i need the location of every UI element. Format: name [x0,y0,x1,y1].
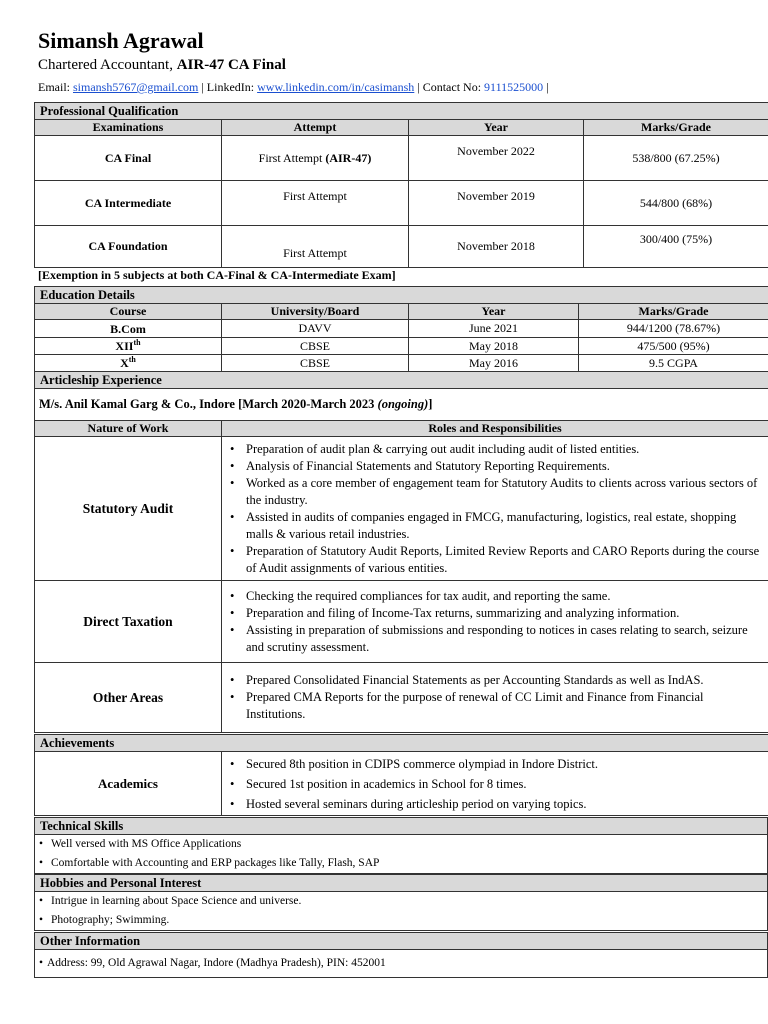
list-item: • Address: 99, Old Agrawal Nagar, Indore (Madhya Pradesh), PIN: 452001 [37,954,765,973]
column-header: Examinations [35,120,222,136]
other-info-table [34,932,768,978]
marks-cell: 538/800 (67.25%) [584,136,768,181]
professional-table [34,102,768,268]
year-cell: November 2019 [409,181,584,226]
linkedin-label: | LinkedIn: [198,80,258,94]
table-row [35,581,768,663]
exam-cell: CA Intermediate [35,181,222,226]
table-row [35,355,768,372]
column-header: Attempt [222,120,409,136]
professional-qualification-section [34,102,768,268]
skills-table [34,817,768,874]
other-info-cell [35,950,768,978]
table-header-row [35,421,768,437]
articleship-section [34,371,768,733]
contact-tail: | [543,80,549,94]
list-item: • Photography; Swimming. [37,911,765,930]
exam-cell: CA Foundation [35,226,222,268]
column-header: Marks/Grade [579,304,768,320]
column-header: Year [409,120,584,136]
list-item: • Prepared CMA Reports for the purpose of renewal of CC Limit and Finance from Financial Institutions. [226,689,764,723]
table-row [35,663,768,733]
exemption-note: [Exemption in 5 subjects at both CA-Final & CA-Intermediate Exam] [38,268,396,282]
year-cell: June 2021 [409,320,579,338]
column-header: Course [35,304,222,320]
work-area-cell: Statutory Audit [35,437,222,581]
table-row [35,320,768,338]
column-header: Roles and Responsibilities [222,421,768,437]
responsibilities-cell [222,581,768,663]
attempt-cell [222,136,409,181]
list-item: • Prepared Consolidated Financial Statements as per Accounting Standards as well as IndAS. [226,672,764,689]
phone-number[interactable]: 9111525000 [484,80,544,94]
table-row [35,835,768,874]
course-sup: th [128,355,136,364]
responsibilities-cell [222,663,768,733]
table-row [35,181,768,226]
section-title: Other Information [35,933,768,950]
list-item: • Preparation and filing of Income-Tax returns, summarizing and analyzing information. [226,605,764,622]
column-header: University/Board [222,304,409,320]
list-item: • Secured 8th position in CDIPS commerce olympiad in Indore District. [226,754,764,774]
hobbies-section [34,874,768,931]
candidate-title [38,57,286,74]
course-cell [35,355,222,372]
achievements-list [226,754,764,814]
year-cell: May 2016 [409,355,579,372]
list-item: • Intrigue in learning about Space Science and universe. [37,892,765,911]
marks-cell: 544/800 (68%) [584,181,768,226]
section-title: Technical Skills [35,818,768,835]
email-link[interactable]: simansh5767@gmail.com [73,80,199,94]
list-item: • Comfortable with Accounting and ERP packages like Tally, Flash, SAP [37,854,765,873]
achievements-cell [222,752,768,816]
contact-label: | Contact No: [414,80,485,94]
marks-cell: 475/500 (95%) [579,338,768,355]
title-rank: AIR-47 CA Final [176,57,286,73]
board-cell: CBSE [222,338,409,355]
candidate-name: Simansh Agrawal [38,28,204,53]
achievements-section [34,734,768,816]
course-text: X [120,356,129,370]
hobbies-cell [35,892,768,931]
year-cell: November 2022 [409,136,584,181]
hobbies-list [37,892,765,930]
table-row [35,136,768,181]
attempt-text: First Attempt [258,150,326,165]
board-cell: DAVV [222,320,409,338]
work-area-cell: Other Areas [35,663,222,733]
education-table [34,286,768,372]
list-item: • Worked as a core member of engagement team for Statutory Audits to clients across various sectors of the industry. [226,475,764,509]
column-header: Nature of Work [35,421,222,437]
section-title: Articleship Experience [35,372,768,389]
hobbies-table [34,874,768,931]
attempt-cell: First Attempt [222,226,409,268]
course-sup: th [133,338,141,347]
achievements-table [34,734,768,816]
marks-cell: 300/400 (75%) [584,226,768,268]
year-cell: November 2018 [409,226,584,268]
work-area-cell: Direct Taxation [35,581,222,663]
table-row [35,338,768,355]
course-cell [35,338,222,355]
course-cell [35,320,222,338]
title-prefix: Chartered Accountant, [38,57,177,73]
education-section [34,286,768,372]
board-cell: CBSE [222,355,409,372]
firm-status: (ongoing) [377,397,429,411]
course-text: B.Com [110,322,146,336]
list-item: • Hosted several seminars during articleship period on varying topics. [226,794,764,814]
list-item: • Assisted in audits of companies engaged in FMCG, manufacturing, logistics, real estate, shopping malls & various retail industries. [226,509,764,543]
list-item: • Checking the required compliances for tax audit, and reporting the same. [226,588,764,605]
marks-cell: 9.5 CGPA [579,355,768,372]
responsibilities-list [226,441,764,577]
contact-line [38,80,549,95]
list-item: • Preparation of Statutory Audit Reports, Limited Review Reports and CARO Reports during the course of Audit assignments of various entities. [226,543,764,577]
articleship-table [34,371,768,733]
section-title: Hobbies and Personal Interest [35,875,768,892]
firm-cell [35,389,768,421]
section-title: Professional Qualification [35,103,768,120]
other-info-list [37,954,765,973]
skills-list [37,835,765,873]
column-header: Year [409,304,579,320]
table-row [35,950,768,978]
responsibilities-list [226,672,764,723]
column-header: Marks/Grade [584,120,768,136]
section-title: Achievements [35,735,768,752]
list-item: • Analysis of Financial Statements and Statutory Reporting Requirements. [226,458,764,475]
firm-end: ] [428,397,433,411]
linkedin-link[interactable]: www.linkedin.com/in/casimansh [257,80,415,94]
firm-row [35,389,768,421]
list-item: • Well versed with MS Office Applications [37,835,765,854]
list-item: • Assisting in preparation of submissions and responding to notices in cases relating to search, seizure and scrutiny assessment. [226,622,764,656]
marks-cell: 944/1200 (78.67%) [579,320,768,338]
table-row [35,892,768,931]
table-header-row [35,304,768,320]
firm-name: M/s. Anil Kamal Garg & Co., Indore [March 2020-March 2023 [39,397,378,411]
table-header-row [35,120,768,136]
section-title: Education Details [35,287,768,304]
skills-section [34,817,768,874]
exam-cell: CA Final [35,136,222,181]
email-label: Email: [38,80,73,94]
course-text: XII [115,339,134,353]
table-row [35,226,768,268]
skills-cell [35,835,768,874]
table-row [35,437,768,581]
attempt-rank: (AIR-47) [325,150,372,165]
responsibilities-cell [222,437,768,581]
year-cell: May 2018 [409,338,579,355]
attempt-cell: First Attempt [222,181,409,226]
other-info-section [34,932,768,978]
list-item: • Preparation of audit plan & carrying out audit including audit of listed entities. [226,441,764,458]
responsibilities-list [226,588,764,656]
achievement-label: Academics [35,752,222,816]
table-row [35,752,768,816]
list-item: • Secured 1st position in academics in School for 8 times. [226,774,764,794]
